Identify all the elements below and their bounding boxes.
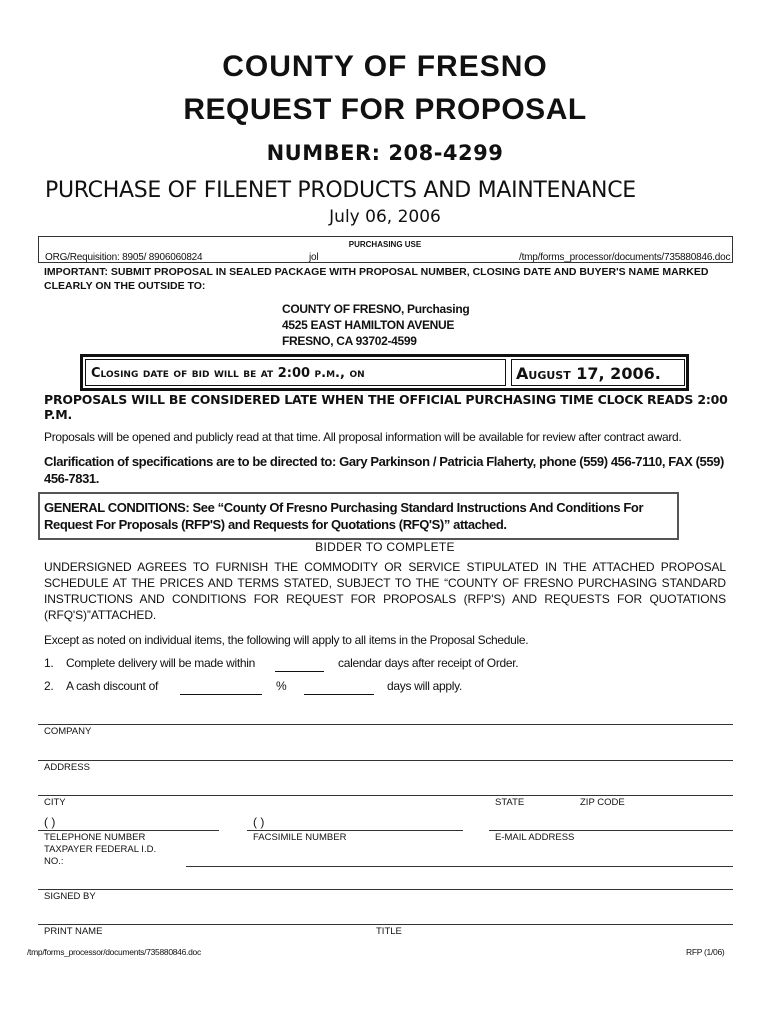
rfp-subject: PURCHASE OF FILENET PRODUCTS AND MAINTENANCE — [45, 178, 636, 203]
title-label: TITLE — [376, 926, 402, 937]
email-field[interactable] — [489, 830, 733, 831]
item-2-text: A cash discount of — [66, 679, 158, 693]
clarification-contact: Clarification of specifications are to be directed to: Gary Parkinson / Patricia Flaherty, phone (559) 456-7110, FAX (559) 456-7831. — [44, 454, 724, 486]
facsimile-field[interactable] — [247, 830, 463, 831]
delivery-days-field[interactable] — [275, 671, 324, 672]
fax-area-code: ( ) — [253, 815, 265, 829]
signature-field[interactable] — [38, 889, 733, 890]
important-notice: IMPORTANT: SUBMIT PROPOSAL IN SEALED PACKAGE WITH PROPOSAL NUMBER, CLOSING DATE AND BUYER'S NAME MARKED CLEARLY ON THE OUTSIDE TO: — [44, 266, 709, 292]
percent-sign: % — [276, 679, 287, 693]
buyer-initials: jol — [309, 252, 319, 263]
address-label: ADDRESS — [44, 762, 90, 773]
state-label: STATE — [495, 797, 525, 808]
county-title: COUNTY OF FRESNO — [222, 50, 548, 83]
purchasing-use-label: PURCHASING USE — [348, 240, 422, 249]
undersigned-agreement: UNDERSIGNED AGREES TO FURNISH THE COMMODITY OR SERVICE STIPULATED IN THE ATTACHED PROPOSAL SCHEDULE AT THE PRICES AND TERMS STATED, SUBJECT TO THE “COUNTY OF FRESNO PURCHASING STANDARD INSTRUCTIONS AND CONDITIONS FOR REQUEST FOR PROPOSALS (RFP'S) AND REQUESTS FOR QUOTATIONS (RFQ'S)”ATTACHED. — [44, 560, 726, 622]
phone-area-code: ( ) — [44, 815, 56, 829]
signed-by-label: SIGNED BY — [44, 891, 96, 902]
address-line-2: 4525 EAST HAMILTON AVENUE — [282, 318, 455, 332]
item-1-suffix: calendar days after receipt of Order. — [338, 656, 519, 670]
document-title: REQUEST FOR PROPOSAL — [183, 93, 587, 126]
facsimile-label: FACSIMILE NUMBER — [253, 832, 347, 843]
org-requisition: ORG/Requisition: 8905/ 8906060824 — [45, 252, 203, 263]
cash-discount-field[interactable] — [180, 694, 262, 695]
address-line-1: COUNTY OF FRESNO, Purchasing — [282, 302, 470, 316]
taxpayer-label: TAXPAYER FEDERAL I.D. NO.: — [44, 844, 157, 867]
rfp-date: July 06, 2006 — [329, 207, 441, 227]
closing-date-value: August 17, 2006. — [511, 359, 685, 386]
footer-form-id: RFP (1/06) — [686, 947, 725, 957]
telephone-label: TELEPHONE NUMBER — [44, 832, 146, 843]
city-field[interactable] — [38, 795, 733, 796]
document-path: /tmp/forms_processor/documents/735880846.doc — [519, 252, 731, 263]
email-label: E-MAIL ADDRESS — [495, 832, 575, 843]
company-field[interactable] — [38, 724, 733, 725]
bidder-heading: BIDDER TO COMPLETE — [315, 540, 455, 554]
print-name-label: PRINT NAME — [44, 926, 103, 937]
company-label: COMPANY — [44, 726, 92, 737]
address-field[interactable] — [38, 760, 733, 761]
rfp-number: NUMBER: 208-4299 — [266, 141, 504, 165]
item-1-text: Complete delivery will be made within — [66, 656, 255, 670]
taxpayer-id-field[interactable] — [186, 866, 733, 867]
closing-time-text: Closing date of bid will be at 2:00 p.m., on — [85, 359, 506, 386]
city-label: CITY — [44, 797, 66, 808]
print-name-field[interactable] — [38, 924, 733, 925]
item-2-number: 2. — [44, 679, 54, 693]
telephone-field[interactable] — [38, 830, 219, 831]
footer-path: /tmp/forms_processor/documents/735880846.doc — [27, 947, 201, 957]
general-conditions: GENERAL CONDITIONS: See “County Of Fresno Purchasing Standard Instructions And Conditions For Request For Proposals (RFP'S) and Requests for Quotations (RFQ'S)” attached. — [44, 500, 644, 532]
opened-notice: Proposals will be opened and publicly read at that time. All proposal information will be available for review after contract award. — [44, 430, 682, 444]
mailing-address — [282, 301, 469, 349]
zip-label: ZIP CODE — [580, 797, 625, 808]
address-line-3: FRESNO, CA 93702-4599 — [282, 334, 417, 348]
late-notice: PROPOSALS WILL BE CONSIDERED LATE WHEN THE OFFICIAL PURCHASING TIME CLOCK READS 2:00 P.M. — [44, 392, 728, 422]
item-2-suffix: days will apply. — [387, 679, 463, 693]
discount-days-field[interactable] — [304, 694, 374, 695]
item-1-number: 1. — [44, 656, 54, 670]
except-note: Except as noted on individual items, the following will apply to all items in the Proposal Schedule. — [44, 633, 529, 647]
